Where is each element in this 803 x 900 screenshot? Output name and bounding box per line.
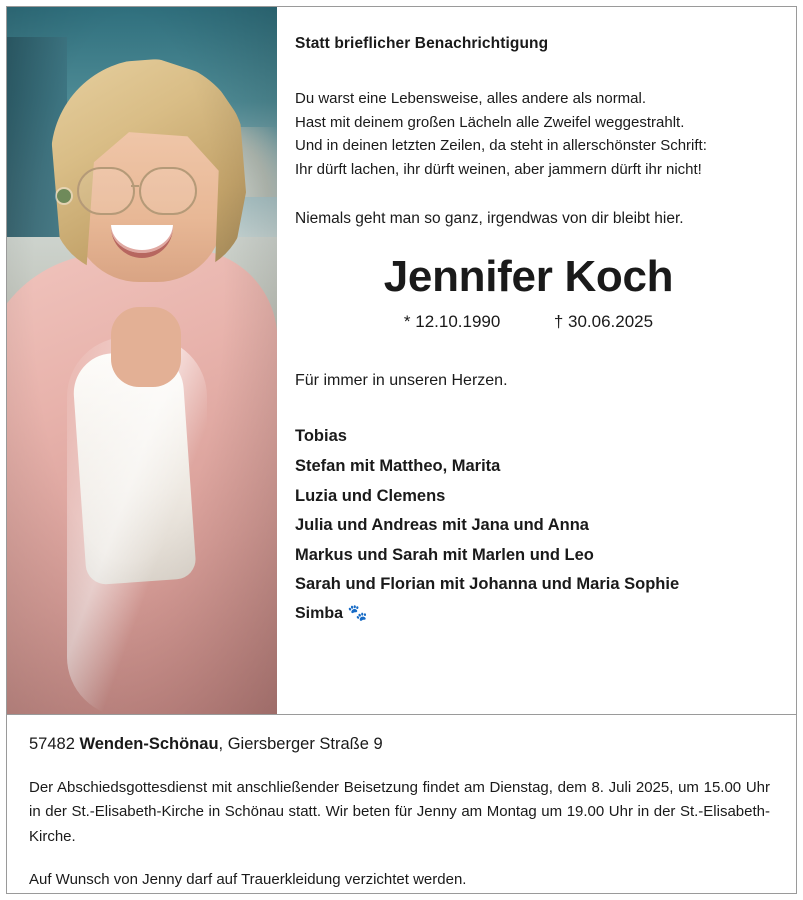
address-city: Wenden-Schönau [79,735,219,753]
dress-code-wish: Auf Wunsch von Jenny darf auf Trauerkleidung verzichtet werden. [29,870,467,888]
top-section [7,7,796,714]
address-postal-code: 57482 [29,735,75,753]
family-member-5: Markus und Sarah mit Marlen und Leo [295,545,594,564]
service-details: Der Abschiedsgottesdienst mit anschließender Beisetzung findet am Dienstag, dem 8. Juli 2025, um 15.00 Uhr in der St.-Elisabeth-Kirche in Schönau statt. Wir beten für Jenny am Montag um 19.00 Uhr in der St.-Elisabeth-Kirche. [29,779,770,845]
family-member-3: Luzia und Clemens [295,486,446,505]
address-line [29,735,770,754]
bottom-section [7,715,796,888]
birth-date: * 12.10.1990 [403,312,501,332]
family-member-6: Sarah und Florian mit Johanna und Maria Sophie [295,575,680,594]
poem-closing-line: Niemals geht man so ganz, irgendwas von dir bleibt hier. [295,210,684,228]
poem-line-3: Und in deinen letzten Zeilen, da steht in allerschönster Schrift: [295,137,707,155]
life-dates [295,312,762,332]
poem-line-1: Du warst eine Lebensweise, alles andere als normal. [295,90,647,107]
death-date: † 30.06.2025 [553,312,654,332]
photo-vignette [7,7,277,714]
family-list [295,422,762,628]
family-member-1: Tobias [295,427,347,446]
portrait-photo [7,7,277,714]
poem-line-2: Hast mit deinem großen Lächeln alle Zweifel weggestrahlt. [295,113,685,131]
poem-line-4: Ihr dürft lachen, ihr dürft weinen, aber jammern dürft ihr nicht! [295,160,702,178]
family-member-pet: Simba 🐾 [295,604,368,622]
address-street: , Giersberger Straße 9 [218,735,383,753]
family-member-2: Stefan mit Mattheo, Marita [295,456,501,475]
forever-line: Für immer in unseren Herzen. [295,372,508,390]
notice-text-column [277,7,796,714]
family-member-4: Julia und Andreas mit Jana und Anna [295,516,589,535]
notice-header: Statt brieflicher Benachrichtigung [295,35,549,52]
deceased-name: Jennifer Koch [383,252,674,302]
poem-block [295,87,762,181]
